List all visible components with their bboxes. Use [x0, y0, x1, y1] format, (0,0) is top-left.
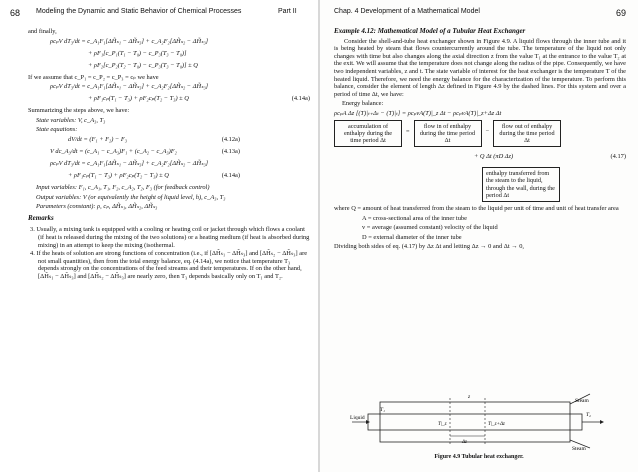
state-variables: State variables: V, c_A₃, T₃	[36, 116, 106, 124]
equation-3-number: (4.12a)	[221, 135, 240, 143]
steam-out-label: Steam	[572, 446, 586, 452]
assume-text: If we assume that c_P₁ = c_P₂ = c_P₃ = cₚ we have	[28, 73, 159, 81]
equals-sign: =	[406, 127, 410, 135]
summarizing-text: Summarizing the steps above, we have:	[28, 107, 130, 115]
equation-4-17-number: (4.17)	[610, 153, 626, 161]
equation-4: V dc_A₃/dt = (c_A₁ − c_A₃)F₁ + (c_A₂ − c_A₃)F₂ (4.13a)	[50, 147, 240, 155]
left-running-title: Modeling the Dynamic and Static Behavior of Chemical Processes	[36, 8, 242, 15]
balance-equation: ρcₚA Δz [(T)|ₜ₊Δₜ − (T)|ₜ] = ρcₚvA(T)|_z Δt − ρcₚvA(T)|_z+Δz Δt	[334, 109, 502, 117]
example-title: Example 4.12: Mathematical Model of a Tubular Heat Exchanger	[334, 27, 526, 35]
where-v: v = average (assumed constant) velocity of the liquid	[362, 224, 498, 232]
t1-label: T₁	[380, 407, 385, 413]
heat-term-box-row	[334, 167, 626, 202]
output-variables: Output variables: V (or equivalently the height of liquid level, h), c_A₃, T₃	[36, 193, 226, 201]
remarks-heading: Remarks	[28, 213, 54, 222]
parameters: Parameters (constant): ρ, cₚ, ΔH̃ₛ₁, ΔH̃ₛ₂, ΔH̃ₛ₃	[36, 203, 158, 211]
left-part-label: Part II	[278, 8, 297, 15]
equation-3: dV/dt = (F₁ + F₂) − F₃ (4.12a)	[68, 135, 240, 143]
equation-2b: + ρF₁cₚ(T₁ − T₃) + ρF₂cₚ(T₂ − T₃) ± Q (4.14a)	[88, 95, 310, 103]
where-a: A = cross-sectional area of the inner tube	[362, 214, 467, 222]
figure-caption: Figure 4.9 Tubular heat exchanger.	[434, 454, 524, 460]
equation-1b: + ρF₁[c_P₁(T₁ − T₀) − c_P₃(T₃ − T₀)]	[88, 49, 187, 57]
equation-1c: + ρF₂[c_P₂(T₂ − T₀) − c_P₃(T₃ − T₀)] ± Q	[88, 61, 198, 69]
tzdz-label: T|_z+Δz	[488, 422, 505, 427]
tz-label: T|_z	[438, 422, 447, 427]
z-axis-label: z	[468, 394, 471, 400]
left-page-number: 68	[10, 8, 21, 18]
equation-4-number: (4.13a)	[221, 147, 240, 155]
left-page	[0, 0, 318, 472]
minus-sign: −	[485, 127, 489, 135]
remark-3: 3. Usually, a mixing tank is equipped with a cooling or heating coil or jacket through which flows a coolant (if heat is released during the mixing of the two solutions) or a heating medium (if heat is absorbed during mixing) in an attempt to keep the mixing (isothermal.	[30, 226, 310, 249]
equation-2a: ρcₚV dT₃/dt = c_A₁F₁[ΔH̃ₛ₁ − ΔH̃ₛ₃] + c_A₂F₂[ΔH̃ₛ₂ − ΔH̃ₛ₃]	[50, 83, 209, 91]
right-running-title: Chap. 4 Development of a Mathematical Model	[334, 8, 480, 15]
example-intro: Consider the shell-and-tube heat exchanger shown in Figure 4.9. A liquid flows through the inner tube and it is being heated by steam that flows countercurrently around the tube. The temperature of the liquid not only changes with time but also changes along the axial direction z from the value T₁ at the entrance to the value T₂ at the exit. We will assume that the temperature does not change along the radius of the pipe. Consequently, we have two independent variables, z and t. The state variable of interest for the heat exchanger is the temperature T of the heated liquid. Therefore, we need the energy balance for the characterization of the temperature. To perform this balance, consider the element of length Δz defined in Figure 4.9 by the dashed lines. For this system and over a period of time Δt, we have:	[334, 37, 626, 98]
and-finally-text: and finally,	[28, 28, 57, 35]
equation-1a: ρcₚV dT₃/dt = c_A₁F₁[ΔH̃ₛ₁ − ΔH̃ₛ₃] + c_A₂F₂[ΔH̃ₛ₂ − ΔH̃ₛ₃]	[50, 37, 209, 45]
figure-4-9	[350, 392, 608, 462]
equation-5a: ρcₚV dT₃/dt = c_A₁F₁[ΔH̃ₛ₁ − ΔH̃ₛ₃] + c_A₂F₂[ΔH̃ₛ₂ − ΔH̃ₛ₃]	[50, 159, 209, 167]
state-equations-label: State equations:	[36, 126, 78, 134]
equation-5b: + ρF₁cₚ(T₁ − T₃) + ρF₂cₚ(T₂ − T₃) ± Q (4.14a)	[68, 171, 240, 179]
heat-exchanger-diagram	[350, 392, 608, 452]
flow-out-box: flow out of enthalpy during the time period Δt	[493, 120, 561, 148]
input-variables: Input variables: F₁, c_A₁, T₁, F₂, c_A₂, T₂, F₃ (for feedback control)	[36, 183, 210, 191]
heat-term: + Q Δt (πD Δz) (4.17)	[474, 153, 626, 161]
steam-in-label: Steam	[575, 398, 589, 404]
balance-term-boxes	[334, 120, 626, 148]
right-page	[320, 0, 638, 472]
inner-tube	[368, 414, 582, 430]
right-page-number: 69	[616, 8, 627, 18]
delta-z-label: Δz	[462, 440, 467, 445]
equation-5-number: (4.14a)	[221, 171, 240, 179]
remark-4: 4. If the heats of solution are strong functions of concentration (i.e., if [ΔH̃ₛ₁ − ΔH̃ₛ₃] and [ΔH̃ₛ₂ − ΔH̃ₛ₃] are not small quantities), then from the total energy balance, eq. (4.14a), we notice that temperature T₃ depends strongly on the concentrations of the feed streams and their temperatures. If on the other hand, [ΔH̃ₛ₁ − ΔH̃ₛ₃] and [ΔH̃ₛ₂ − ΔH̃ₛ₃] are nearly zero, then T₃ depends basically only on T₁ and T₂.	[30, 250, 308, 280]
where-d: D = external diameter of the inner tube	[362, 233, 462, 241]
energy-balance-label: Energy balance:	[342, 100, 384, 108]
right-body	[334, 28, 626, 253]
liquid-outlet-arrowhead	[600, 420, 604, 424]
t2-label: T₂	[586, 412, 591, 418]
dividing-text: Dividing both sides of eq. (4.17) by Δz Δt and letting Δz → 0 and Δt → 0,	[334, 243, 525, 251]
where-q: where Q = amount of heat transferred from the steam to the liquid per unit of time and unit of heat transfer area	[334, 204, 619, 212]
liquid-label: Liquid	[350, 415, 365, 421]
flow-in-box: flow in of enthalpy during the time period Δt	[414, 120, 482, 148]
enthalpy-transferred-box: enthalpy transferred from the steam to the liquid, through the wall, during the period Δt	[482, 167, 560, 202]
accumulation-box: accumulation of enthalpy during the time period Δt	[334, 120, 402, 148]
left-body	[28, 28, 310, 282]
equation-2-number: (4.14a)	[291, 95, 310, 103]
